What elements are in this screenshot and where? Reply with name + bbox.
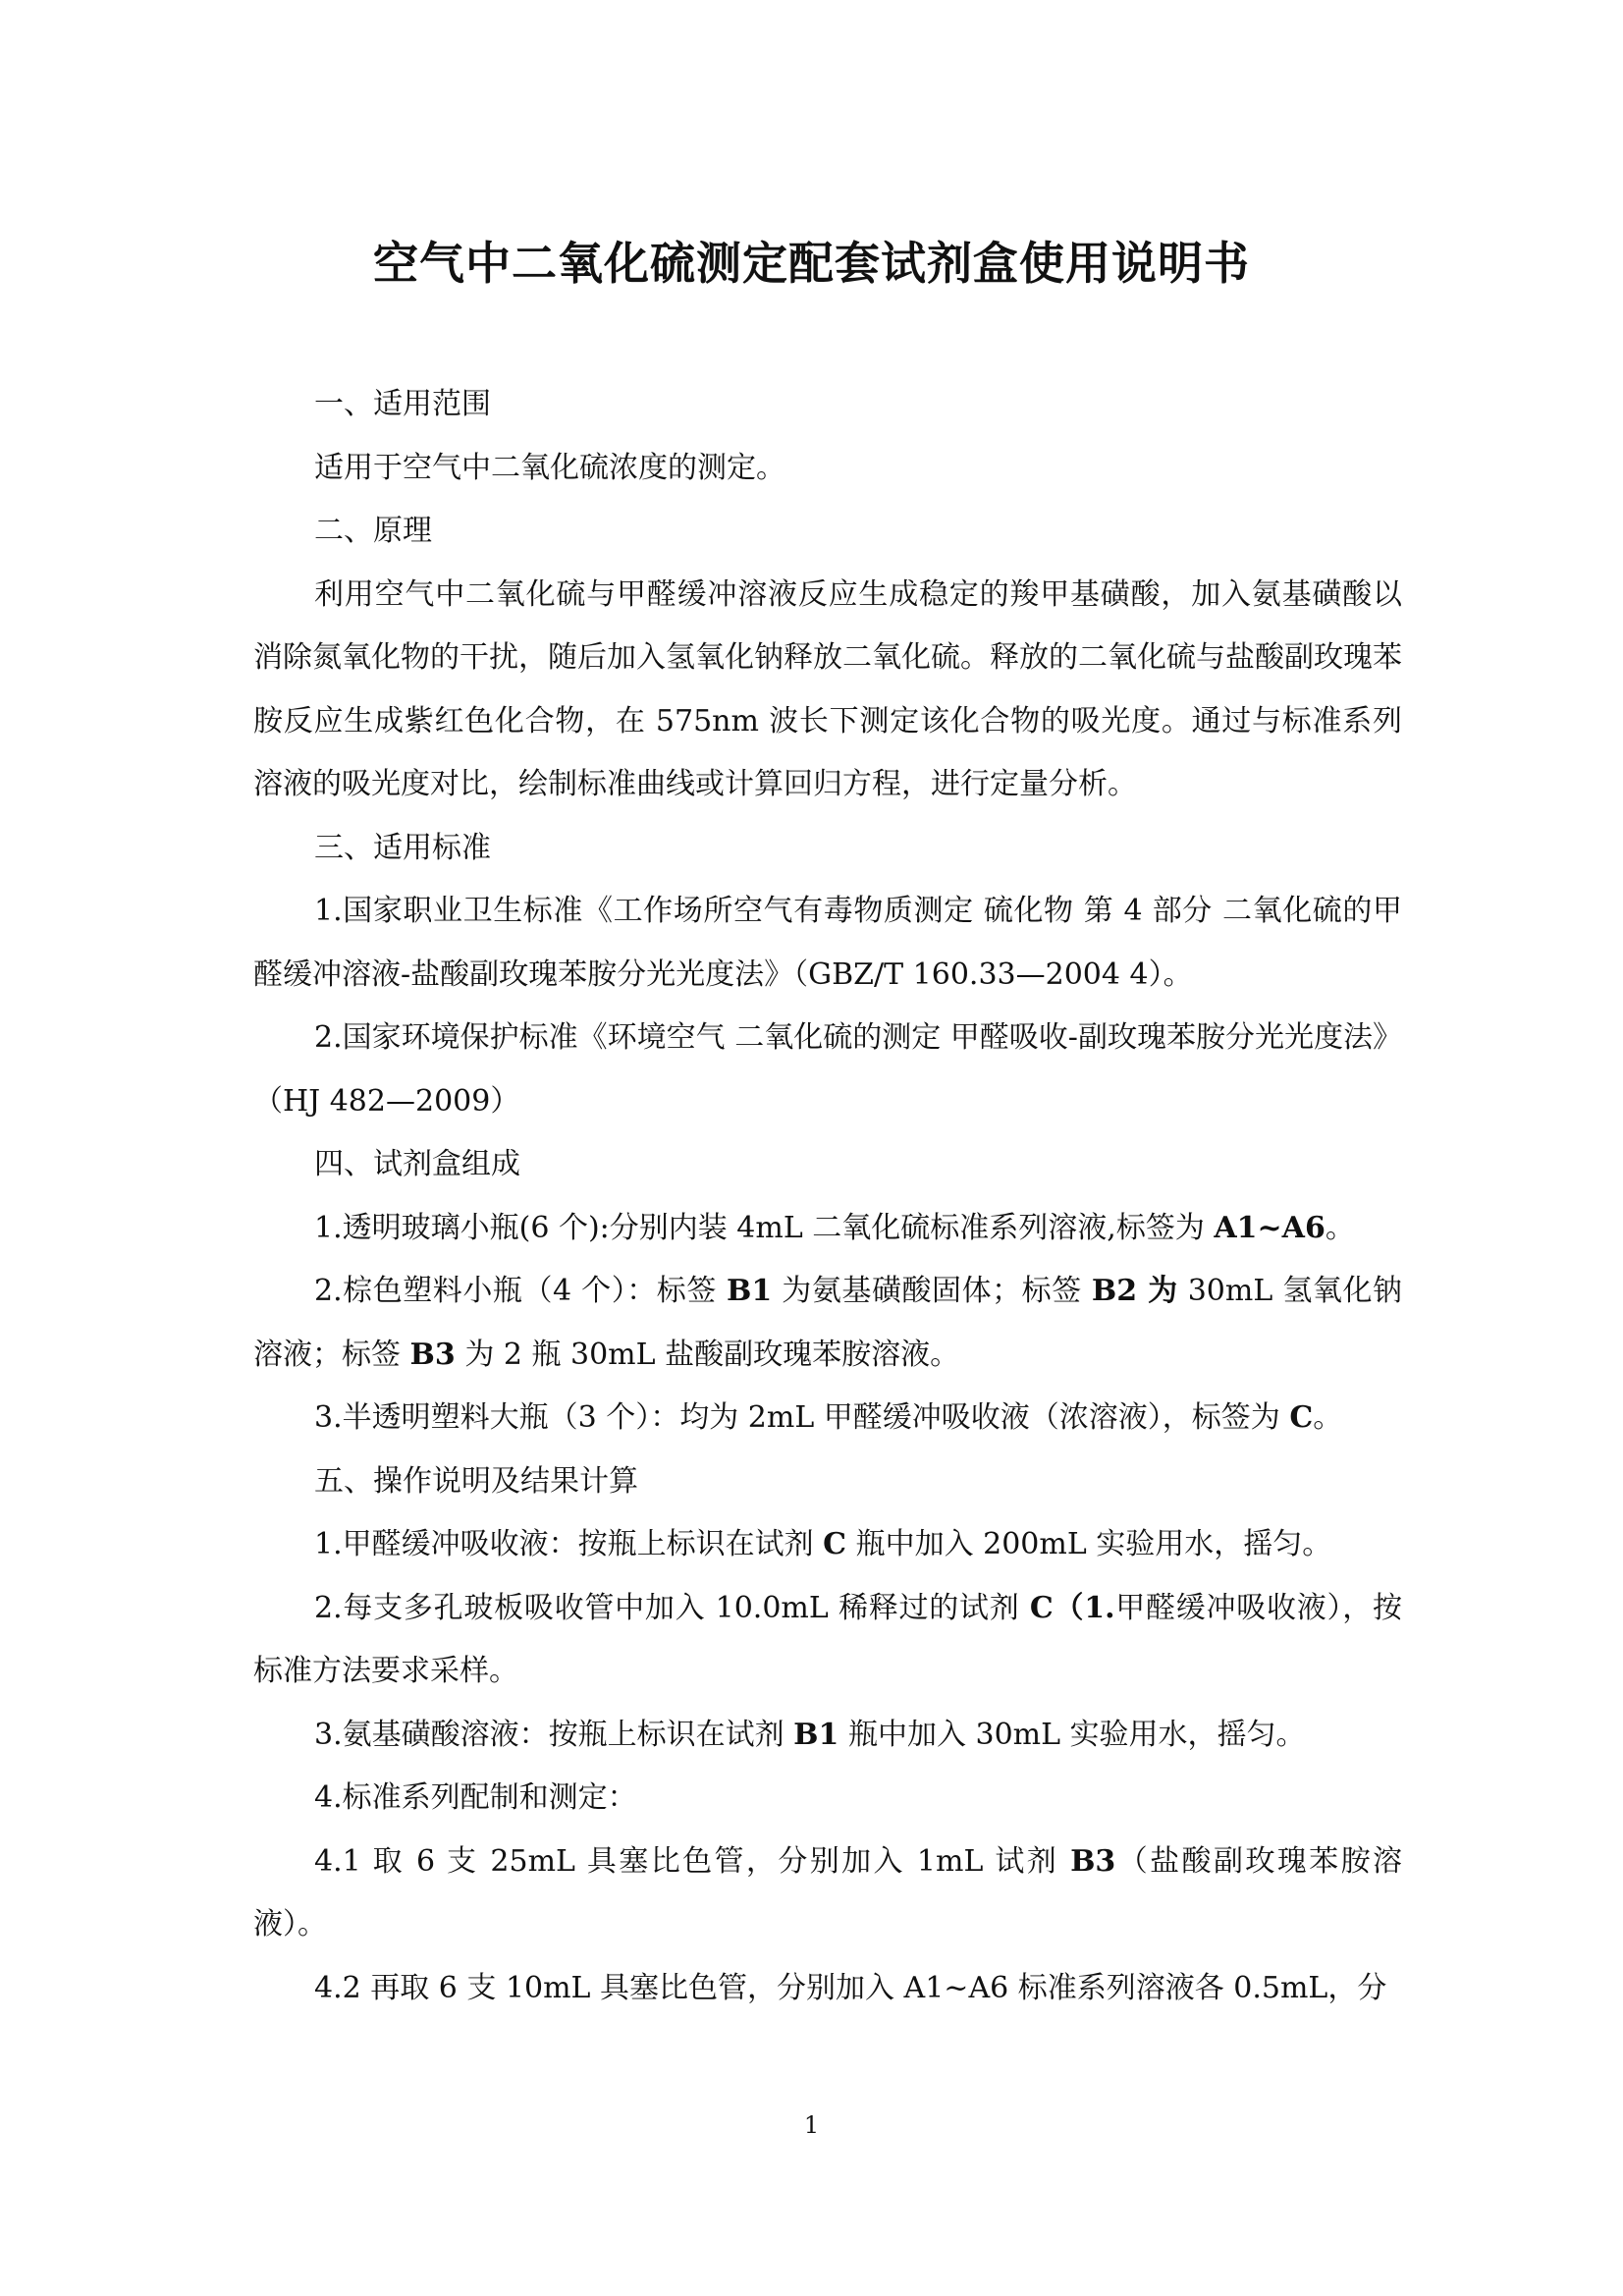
- operation-item-3: [253, 1704, 1402, 1768]
- document-body: [253, 373, 1402, 2020]
- operation-item-4-1-text: （盐酸副玫瑰苯胺溶液）。: [253, 1843, 1402, 1941]
- operation-item-4-1-label: B3: [1070, 1843, 1116, 1879]
- operation-item-4-2: 4.2 再取 6 支 10mL 具塞比色管，分别加入 A1~A6 标准系列溶液各 0.5mL，分: [314, 1970, 1387, 2005]
- kit-item-1-end: 。: [1325, 1210, 1355, 1245]
- operation-item-4: 4.标准系列配制和测定：: [314, 1780, 637, 1815]
- section-body-scope: 适用于空气中二氧化硫浓度的测定。: [314, 450, 785, 485]
- kit-item-1: [253, 1197, 1402, 1261]
- kit-item-3-end: 。: [1313, 1400, 1343, 1435]
- page-number: 1: [803, 2111, 820, 2139]
- kit-item-1-label: A1~A6: [1214, 1210, 1325, 1245]
- operation-item-4-1: [253, 1831, 1402, 1957]
- operation-item-2-text: 2.每支多孔玻板吸收管中加入 10.0mL 稀释过的试剂: [314, 1590, 1030, 1625]
- operation-item-2-label: C（1.: [1029, 1590, 1115, 1625]
- kit-item-2-label-b2: B2 为: [1091, 1274, 1178, 1308]
- kit-item-2: [253, 1260, 1402, 1387]
- operation-item-1-label: C: [823, 1527, 847, 1561]
- section-heading-scope: 一、适用范围: [314, 387, 491, 421]
- operation-item-3-text: 3.氨基磺酸溶液：按瓶上标识在试剂: [314, 1717, 794, 1752]
- standard-item-1: 1.国家职业卫生标准《工作场所空气有毒物质测定 硫化物 第 4 部分 二氧化硫的甲醛缓冲溶液-盐酸副玫瑰苯胺分光光度法》（GBZ/T 160.33—2004 4）。: [253, 894, 1402, 992]
- operation-item-4-1-text: 4.1 取 6 支 25mL 具塞比色管，分别加入 1mL 试剂: [314, 1843, 1071, 1879]
- section-heading-kit-composition: 四、试剂盒组成: [314, 1147, 520, 1181]
- operation-item-1-text: 1.甲醛缓冲吸收液：按瓶上标识在试剂: [314, 1527, 824, 1561]
- operation-item-3-label: B1: [793, 1717, 839, 1752]
- kit-item-3-label: C: [1289, 1400, 1314, 1435]
- operation-item-1: [253, 1513, 1402, 1577]
- section-heading-operation: 五、操作说明及结果计算: [314, 1463, 638, 1499]
- operation-item-1-text: 瓶中加入 200mL 实验用水，摇匀。: [846, 1527, 1332, 1561]
- section-heading-standards: 三、适用标准: [314, 830, 491, 865]
- section-heading-principle: 二、原理: [314, 514, 432, 548]
- operation-item-2-text: 甲醛缓冲吸收液），按标准方法要求采样。: [253, 1590, 1402, 1688]
- kit-item-2-text: 为 2 瓶 30mL 盐酸副玫瑰苯胺溶液。: [455, 1337, 960, 1372]
- kit-item-2-text: 30mL 氢氧化钠溶液；标签: [253, 1274, 1402, 1372]
- kit-item-3: [253, 1387, 1402, 1450]
- kit-item-2-text: 2.棕色塑料小瓶（4 个）：标签: [314, 1274, 727, 1308]
- operation-item-3-text: 瓶中加入 30mL 实验用水，摇匀。: [839, 1717, 1306, 1752]
- page-title: 空气中二氧化硫测定配套试剂盒使用说明书: [373, 237, 1250, 290]
- kit-item-2-label-b3: B3: [409, 1337, 456, 1372]
- kit-item-2-label-b1: B1: [726, 1274, 773, 1308]
- kit-item-1-text: 1.透明玻璃小瓶(6 个):分别内装 4mL 二氧化硫标准系列溶液,标签为: [314, 1210, 1215, 1245]
- standard-item-2: 2.国家环境保护标准《环境空气 二氧化硫的测定 甲醛吸收-副玫瑰苯胺分光光度法》（HJ 482—2009）: [253, 1020, 1402, 1119]
- kit-item-2-text: 为氨基磺酸固体；标签: [772, 1274, 1092, 1308]
- operation-item-2: [253, 1577, 1402, 1704]
- section-body-principle: 利用空气中二氧化硫与甲醛缓冲溶液反应生成稳定的羧甲基磺酸，加入氨基磺酸以消除氮氧化物的干扰，随后加入氢氧化钠释放二氧化硫。释放的二氧化硫与盐酸副玫瑰苯胺反应生成紫红色化合物，在 575nm 波长下测定该化合物的吸光度。通过与标准系列溶液的吸光度对比，绘制标准曲线或计算回归方程，进行定量分析。: [253, 576, 1402, 801]
- kit-item-3-text: 3.半透明塑料大瓶（3 个）：均为 2mL 甲醛缓冲吸收液（浓溶液），标签为: [314, 1400, 1290, 1435]
